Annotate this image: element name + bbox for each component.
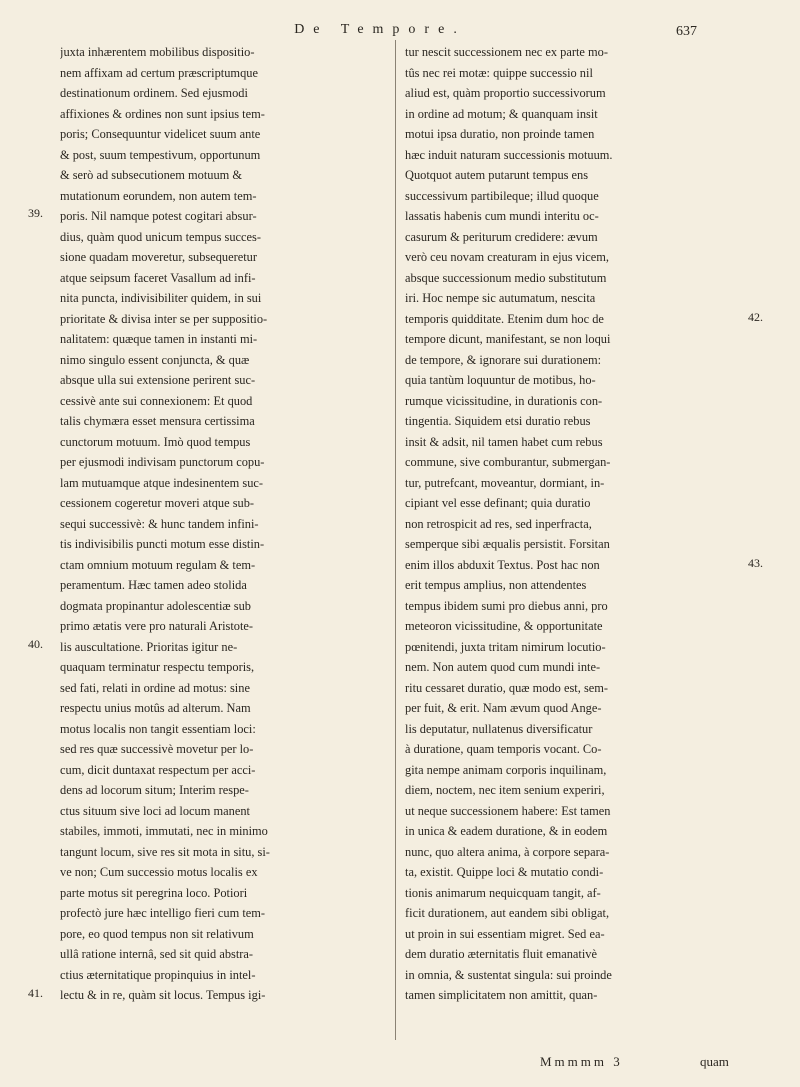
text-line: tur nescit successionem nec ex parte mo- <box>405 45 608 59</box>
text-line: pore, eo quod tempus non sit relativum <box>60 926 254 941</box>
text-line: ut proin in sui essentiam migret. Sed ea- <box>405 926 605 941</box>
text-line: quaquam terminatur respectu temporis, <box>60 660 255 674</box>
text-line: insit & adsit, nil tamen habet cum rebus <box>405 434 603 449</box>
text-line: absque ulla sui extensione perirent suc- <box>60 373 256 387</box>
text-line: lis auscultatione. Prioritas igitur ne- <box>60 639 238 654</box>
left-column <box>60 42 388 1042</box>
text-line: primo ætatis vere pro naturali Aristote- <box>60 619 254 633</box>
text-line: verò ceu novam creaturam in ejus vicem, <box>405 250 610 264</box>
page-number: 637 <box>676 24 697 39</box>
text-line: cum, dicit duntaxat respectum per acci- <box>60 762 256 777</box>
text-line: poris. Nil namque potest cogitari absur- <box>60 209 257 223</box>
text-line: respectu unius motûs ad alterum. Nam <box>60 701 251 715</box>
text-line: à duratione, quam temporis vocant. Co- <box>405 742 602 756</box>
text-line: gita nempe animam corporis inquilinam, <box>405 762 607 777</box>
text-line: dem duratio æternitatis fluit emanativè <box>405 947 598 961</box>
text-line: iri. Hoc nempe sic autumatum, nescita <box>405 291 596 305</box>
text-line: lam mutuamque atque indesinentem suc- <box>60 475 264 490</box>
text-line: rumque vicissitudine, in durationis con- <box>405 393 603 408</box>
text-line: diem, noctem, nec item senium experiri, <box>405 783 605 797</box>
text-line: sed fati, relati in ordine ad motus: sine <box>60 680 250 695</box>
text-line: nunc, quo altera anima, à corpore separa- <box>405 844 610 859</box>
column-divider <box>395 40 396 1040</box>
text-line: & serò ad subsecutionem motuum & <box>60 168 243 182</box>
text-line: nita puncta, indivisibiliter quidem, in sui <box>60 291 262 305</box>
text-line: semperque sibi æqualis persistit. Forsitan <box>405 537 610 551</box>
text-line: tempore dicunt, manifestant, se non loqui <box>405 332 611 346</box>
text-line: ve non; Cum successio motus localis ex <box>60 865 258 879</box>
text-line: ctius æternitatique propinquius in intel- <box>60 967 256 982</box>
text-line: nem affixam ad certum præscriptumque <box>60 65 258 80</box>
margin-number-42: 42. <box>748 310 763 324</box>
text-line: mutationum eorundem, non autem tem- <box>60 188 257 203</box>
text-line: tionis animarum nequicquam tangit, af- <box>405 885 601 900</box>
text-line: ctam omnium motuum regulam & tem- <box>60 557 256 572</box>
text-line: dens ad locorum situm; Interim respe- <box>60 783 249 797</box>
text-line: ritu cessaret duratio, quæ modo est, sem- <box>405 680 609 695</box>
text-line: Quotquot autem putarunt tempus ens <box>405 168 589 182</box>
text-line: erit tempus amplius, non attendentes <box>405 578 587 592</box>
text-line: temporis quidditate. Etenim dum hoc de <box>405 311 604 326</box>
text-line: nalitatem: quæque tamen in instanti mi- <box>60 332 258 346</box>
text-line: ut neque successionem habere: Est tamen <box>405 803 611 818</box>
text-line: cunctorum motuum. Imò quod tempus <box>60 434 251 449</box>
signature-mark: Mmmmm 3 <box>540 1054 623 1069</box>
text-line: nimo singulo essent conjuncta, & quæ <box>60 352 250 367</box>
text-line: tis indivisibilis puncti motum esse distin- <box>60 537 265 551</box>
text-line: pœnitendi, juxta tritam nimirum locutio- <box>405 639 606 654</box>
text-line: ullâ ratione internâ, sed sit quid abstra- <box>60 947 254 961</box>
text-line: tur, putrefcant, moveantur, dormiant, in- <box>405 475 605 490</box>
text-line: nem. Non autem quod cum mundi inte- <box>405 660 601 674</box>
text-line: motui ipsa duratio, non proinde tamen <box>405 127 595 141</box>
text-line: dogmata propinantur adolescentiæ sub <box>60 598 251 613</box>
text-line: commune, sive comburantur, submergan- <box>405 455 611 469</box>
text-line: tûs nec rei motæ: quippe successio nil <box>405 65 593 80</box>
text-line: non retrospicit ad res, sed inperfracta, <box>405 516 592 531</box>
text-line: lis deputatur, nullatenus diversificatur <box>405 721 593 736</box>
right-column <box>405 42 741 1042</box>
text-line: per ejusmodi indivisam punctorum copu- <box>60 455 265 469</box>
text-line: in unica & eadem duratione, & in eodem <box>405 824 608 838</box>
text-line: poris; Consequuntur videlicet suum ante <box>60 127 261 141</box>
text-line: enim illos abduxit Textus. Post hac non <box>405 557 600 572</box>
catchword: quam <box>700 1054 729 1069</box>
text-line: peramentum. Hæc tamen adeo stolida <box>60 578 247 592</box>
text-line: prioritate & divisa inter se per suppositio- <box>60 311 268 326</box>
text-line: parte motus sit peregrina loco. Potiori <box>60 885 248 900</box>
text-line: lectu & in re, quàm sit locus. Tempus igi- <box>60 988 266 1002</box>
text-line: stabiles, immoti, immutati, nec in minimo <box>60 824 268 838</box>
text-line: quia tantùm loquuntur de motibus, ho- <box>405 373 596 387</box>
text-line: juxta inhærentem mobilibus dispositio- <box>60 45 255 59</box>
text-line: aliud est, quàm proportio successivorum <box>405 86 606 100</box>
text-line: in omnia, & sustentat singula: sui proinde <box>405 967 612 982</box>
text-line: affixiones & ordines non sunt ipsius tem- <box>60 106 265 121</box>
text-line: cessionem cogeretur moveri atque sub- <box>60 496 255 510</box>
text-line: sione quadam moveretur, subsequeretur <box>60 250 258 264</box>
text-line: cessivè ante sui connexionem: Et quod <box>60 393 253 408</box>
text-line: per fuit, & erit. Nam ævum quod Ange- <box>405 701 602 715</box>
margin-number-40: 40. <box>28 637 43 651</box>
text-line: tamen simplicitatem non amittit, quan- <box>405 988 598 1002</box>
text-line: tempus ibidem sumi pro diebus anni, pro <box>405 598 608 613</box>
text-line: atque seipsum faceret Vasallum ad infi- <box>60 270 256 285</box>
text-line: motus localis non tangit essentiam loci: <box>60 721 256 736</box>
text-line: cipiant vel esse definant; quia duratio <box>405 496 591 510</box>
text-line: sed res quæ successivè movetur per lo- <box>60 742 254 756</box>
text-line: destinationum ordinem. Sed ejusmodi <box>60 86 248 100</box>
text-line: meteoron vicissitudine, & opportunitate <box>405 619 603 633</box>
text-line: profectò jure hæc intelligo fieri cum tem- <box>60 906 266 920</box>
margin-number-41: 41. <box>28 986 43 1000</box>
text-line: in ordine ad motum; & quanquam insit <box>405 106 598 121</box>
text-line: lassatis habenis cum mundi interitu oc- <box>405 209 599 223</box>
text-line: ta, existit. Quippe loci & mutatio condi- <box>405 865 604 879</box>
text-line: ctus situum sive loci ad locum manent <box>60 803 250 818</box>
text-line: tangunt locum, sive res sit mota in situ, si- <box>60 844 270 859</box>
text-line: casurum & periturum credidere: ævum <box>405 229 598 244</box>
text-line: ficit durationem, aut eandem sibi obligat, <box>405 906 610 920</box>
text-line: de tempore, & ignorare sui durationem: <box>405 352 602 367</box>
text-line: dius, quàm quod unicum tempus succes- <box>60 229 261 244</box>
text-line: sequi successivè: & hunc tandem infini- <box>60 516 259 531</box>
text-line: absque successionum medio substitutum <box>405 270 607 285</box>
text-line: hæc induit naturam successionis motuum. <box>405 147 613 162</box>
text-line: talis chymæra esset mensura certissima <box>60 414 255 428</box>
running-title: De Tempore. <box>294 22 466 37</box>
text-line: & post, suum tempestivum, opportunum <box>60 147 261 162</box>
margin-number-39: 39. <box>28 206 43 220</box>
text-line: successivum partibileque; illud quoque <box>405 188 599 203</box>
margin-number-43: 43. <box>748 556 763 570</box>
text-line: tingentia. Siquidem etsi duratio rebus <box>405 414 591 428</box>
